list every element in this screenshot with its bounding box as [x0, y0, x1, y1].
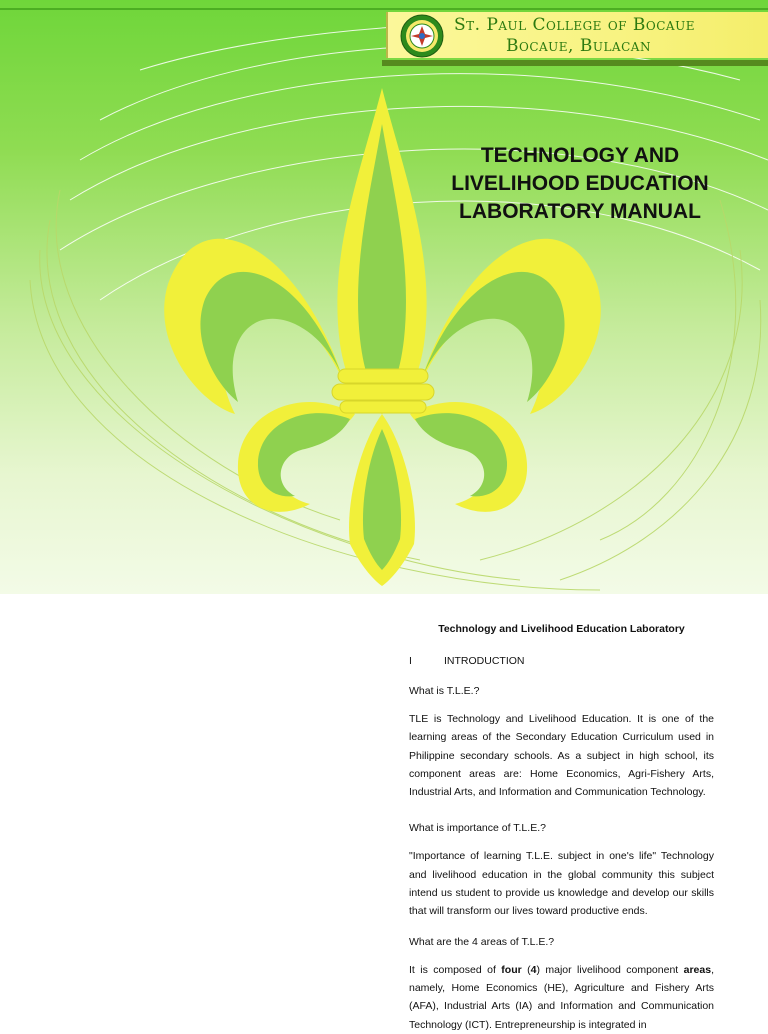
paragraph-3-part: , namely, Home Economics (HE), Agriculture and Fishery Arts (AFA), Industrial Arts (IA) and Information and Communication Technology (ICT). Entrepreneurship is integrated in	[409, 963, 714, 1031]
document-body	[409, 620, 714, 1034]
cover-title-line-1: TECHNOLOGY AND	[480, 144, 680, 167]
paragraph-1: TLE is Technology and Livelihood Education. It is one of the learning areas of the Secondary Education Curriculum used in Philippine secondary schools. As a subject in high school, its component areas are: Home Economics, Agri-Fishery Arts, Industrial Arts, and Information and Communication Technology.	[409, 713, 714, 799]
document-heading: Technology and Livelihood Education Laboratory	[438, 623, 685, 635]
question-2: What is importance of T.L.E.?	[409, 822, 546, 835]
college-seal-icon	[400, 14, 444, 58]
section-heading	[409, 652, 714, 670]
cover-title-line-3: LABORATORY MANUAL	[459, 200, 701, 223]
paragraph-3	[409, 961, 714, 1034]
paragraph-2: "Importance of learning T.L.E. subject in one's life" Technology and livelihood education in the global community this subject intend us student to provide us knowledge and develop our skills that will transform our lives toward productive ends.	[409, 850, 714, 918]
paragraph-3-part: It is composed of	[409, 963, 502, 976]
question-1: What is T.L.E.?	[409, 685, 480, 697]
section-title: INTRODUCTION	[444, 655, 525, 667]
question-3: What are the 4 areas of T.L.E.?	[409, 935, 555, 948]
cover-title-line-2: LIVELIHOOD EDUCATION	[451, 172, 709, 195]
banner-underline	[382, 60, 768, 66]
section-number: I	[409, 655, 412, 667]
paragraph-3-part: (	[521, 963, 531, 976]
paragraph-3-bold: four	[501, 963, 522, 976]
paragraph-3-bold: areas	[683, 963, 712, 976]
school-name: St. Paul College of Bocaue	[454, 15, 695, 35]
paragraph-3-part: ) major livelihood component	[536, 963, 684, 976]
school-location: Bocaue, Bulacan	[506, 36, 651, 56]
cover-title	[430, 142, 730, 226]
paragraph-3-bold: 4	[530, 963, 537, 976]
